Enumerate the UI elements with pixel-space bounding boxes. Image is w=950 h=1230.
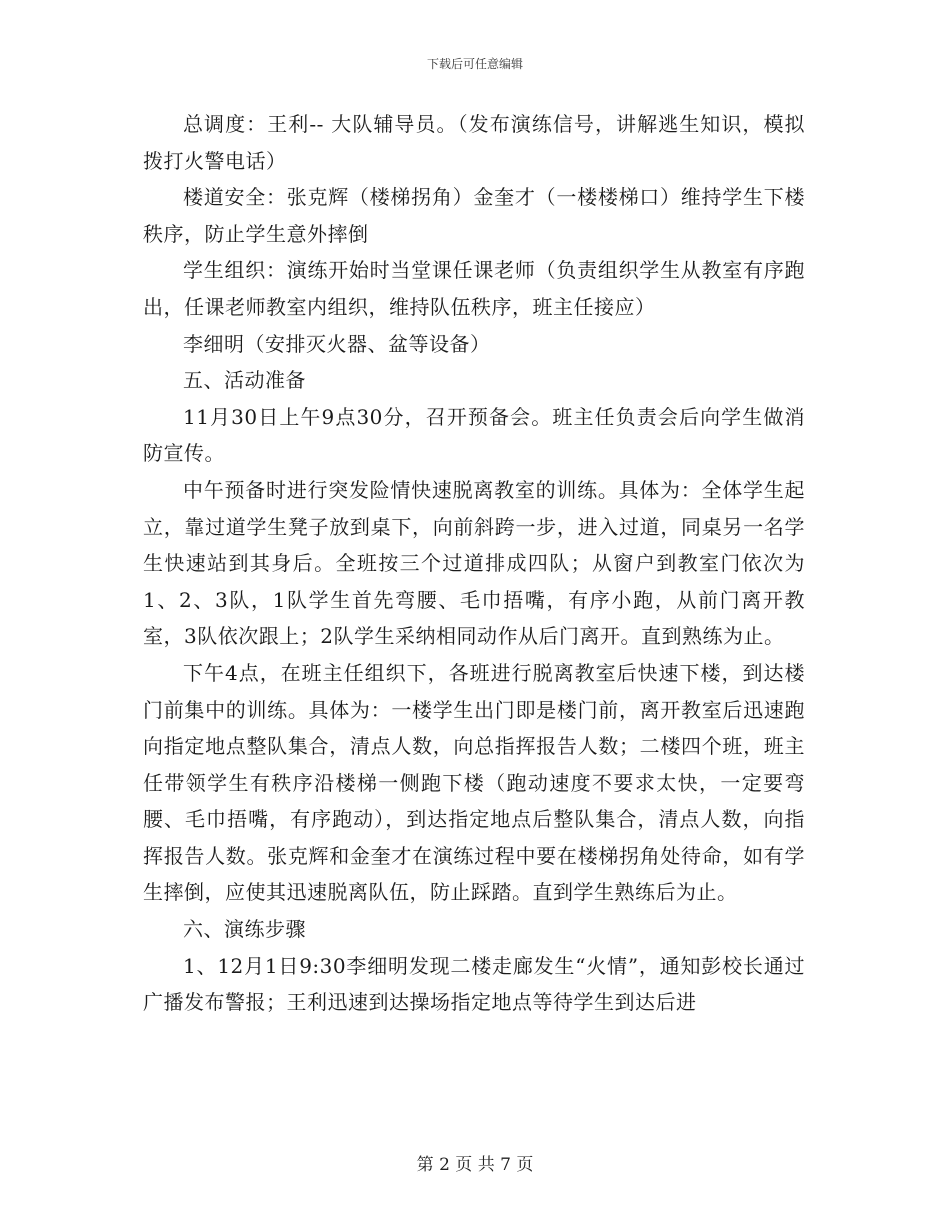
paragraph-meeting: 11月30日上午9点30分，召开预备会。班主任负责会后向学生做消防宣传。 bbox=[143, 404, 805, 466]
paragraph-step-one: 1、12月1日9:30李细明发现二楼走廊发生“火情”，通知彭校长通过广播发布警报；王利迅速到达操场指定地点等待学生到达后进 bbox=[143, 953, 805, 1015]
paragraph-equipment: 李细明（安排灭火器、盆等设备） bbox=[183, 331, 491, 356]
section-heading-steps: 六、演练步骤 bbox=[183, 917, 306, 942]
paragraph-noon-training: 中午预备时进行突发险情快速脱离教室的训练。具体为：全体学生起立，靠过道学生凳子放到桌下，向前斜跨一步，进入过道，同桌另一名学生快速站到其身后。全班按三个过道排成四队；从窗户到教室门依次为1、2、3队，1队学生首先弯腰、毛巾捂嘴，有序小跑，从前门离开教室，3队依次跟上；2队学生采纳相同动作从后门离开。直到熟练为止。 bbox=[143, 477, 805, 649]
document-body bbox=[143, 106, 805, 1021]
paragraph-afternoon-training: 下午4点，在班主任组织下，各班进行脱离教室后快速下楼，到达楼门前集中的训练。具体为：一楼学生出门即是楼门前，离开教室后迅速跑向指定地点整队集合，清点人数，向总指挥报告人数；二楼四个班，班主任带领学生有秩序沿楼梯一侧跑下楼（跑动速度不要求太快，一定要弯腰、毛巾捂嘴，有序跑动），到达指定地点后整队集合，清点人数，向指挥报告人数。张克辉和金奎才在演练过程中要在楼梯拐角处待命，如有学生摔倒，应使其迅速脱离队伍，防止踩踏。直到学生熟练后为止。 bbox=[143, 660, 805, 905]
section-heading-preparation: 五、活动准备 bbox=[183, 368, 306, 393]
page-header: 下载后可任意编辑 bbox=[426, 57, 523, 71]
paragraph-stair-safety: 楼道安全：张克辉（楼梯拐角）金奎才（一楼楼梯口）维持学生下楼秩序，防止学生意外摔倒 bbox=[143, 185, 805, 246]
paragraph-dispatch: 总调度：王利-- 大队辅导员。（发布演练信号，讲解逃生知识，模拟拨打火警电话） bbox=[143, 112, 805, 173]
page-number-footer: 第 2 页 共 7 页 bbox=[416, 1155, 534, 1175]
paragraph-student-organization: 学生组织：演练开始时当堂课任课老师（负责组织学生从教室有序跑出，任课老师教室内组织，维持队伍秩序，班主任接应） bbox=[143, 258, 805, 319]
